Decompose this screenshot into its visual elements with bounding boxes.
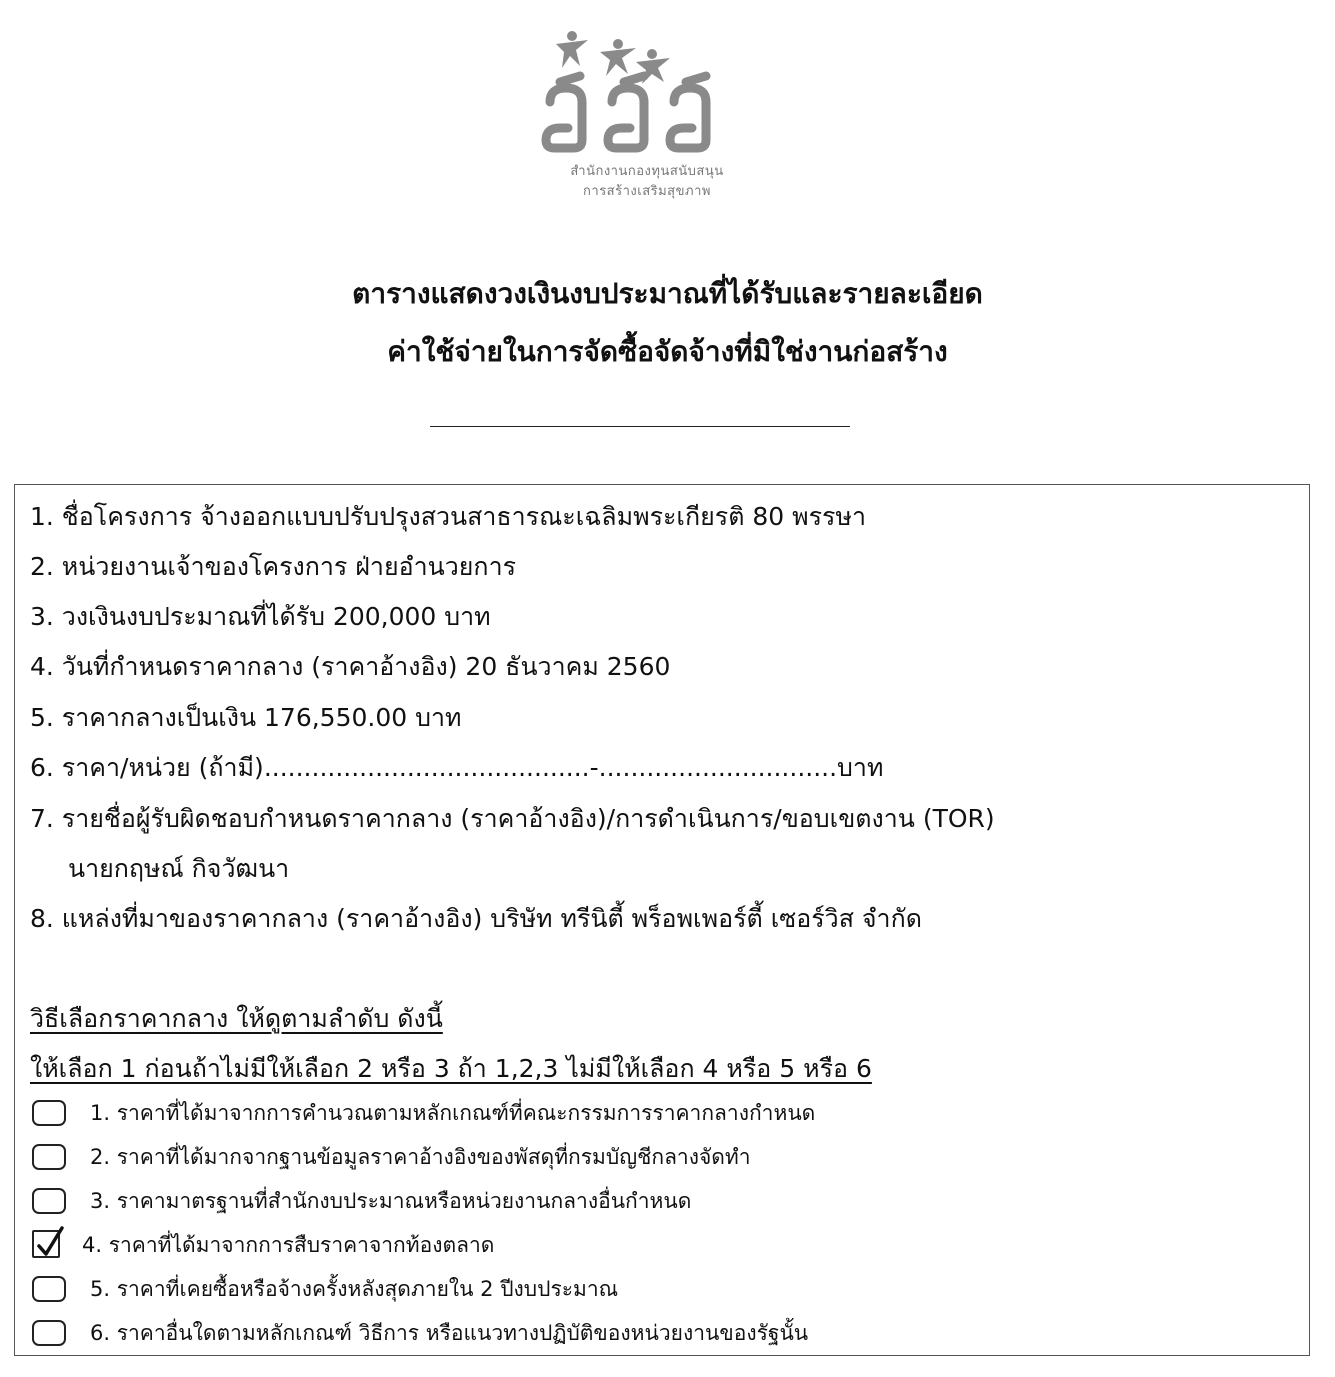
- checkbox-unchecked[interactable]: [32, 1100, 66, 1126]
- option-3-label: 3. ราคามาตรฐานที่สำนักงบประมาณหรือหน่วยงานกลางอื่นกำหนด: [90, 1189, 692, 1213]
- page-title-line2: ค่าใช้จ่ายในการจัดซื้อจัดจ้างที่มิใช่งานก่อสร้าง: [387, 335, 948, 368]
- logo-subtitle-line1: สำนักงานกองทุนสนับสนุน: [570, 164, 724, 179]
- method-rule: ให้เลือก 1 ก่อนถ้าไม่มีให้เลือก 2 หรือ 3 ถ้า 1,2,3 ไม่มีให้เลือก 4 หรือ 5 หรือ 6: [30, 1054, 872, 1083]
- logo-graphic: [520, 22, 770, 162]
- title-underline-rule: [430, 426, 850, 427]
- item-unit-price: 6. ราคา/หน่วย (ถ้ามี).........................................-..............................บาท: [30, 753, 884, 782]
- logo-wordmark-icon: [546, 76, 706, 148]
- thaihealth-logo: [520, 22, 770, 212]
- page-title-line1: ตารางแสดงวงเงินงบประมาณที่ได้รับและรายละเอียด: [352, 277, 983, 310]
- item-reference-date: 4. วันที่กำหนดราคากลาง (ราคาอ้างอิง) 20 ธันวาคม 2560: [30, 652, 671, 681]
- item-price-source: 8. แหล่งที่มาของราคากลาง (ราคาอ้างอิง) บริษัท ทรีนิตี้ พร็อพเพอร์ตี้ เซอร์วิส จำกัด: [30, 904, 922, 933]
- item-responsible: 7. รายชื่อผู้รับผิดชอบกำหนดราคากลาง (ราคาอ้างอิง)/การดำเนินการ/ขอบเขตงาน (TOR): [30, 804, 995, 833]
- item-responsible-name: นายกฤษณ์ กิจวัฒนา: [68, 854, 290, 883]
- option-1-label: 1. ราคาที่ได้มาจากการคำนวณตามหลักเกณฑ์ที่คณะกรรมการราคากลางกำหนด: [90, 1101, 816, 1125]
- checkbox-checked[interactable]: [32, 1230, 60, 1258]
- item-median-price: 5. ราคากลางเป็นเงิน 176,550.00 บาท: [30, 703, 462, 732]
- checkbox-unchecked[interactable]: [32, 1320, 66, 1346]
- checkbox-unchecked[interactable]: [32, 1188, 66, 1214]
- item-project-name: 1. ชื่อโครงการ จ้างออกแบบปรับปรุงสวนสาธารณะเฉลิมพระเกียรติ 80 พรรษา: [30, 502, 866, 531]
- method-heading: วิธีเลือกราคากลาง ให้ดูตามลำดับ ดังนี้: [30, 1004, 443, 1033]
- checkbox-unchecked[interactable]: [32, 1276, 66, 1302]
- option-2-label: 2. ราคาที่ได้มากจากฐานข้อมูลราคาอ้างอิงของพัสดุที่กรมบัญชีกลางจัดทำ: [90, 1145, 751, 1169]
- logo-subtitle-line2: การสร้างเสริมสุขภาพ: [583, 184, 711, 199]
- option-6-label: 6. ราคาอื่นใดตามหลักเกณฑ์ วิธีการ หรือแนวทางปฏิบัติของหน่วยงานของรัฐนั้น: [90, 1321, 809, 1345]
- option-5-label: 5. ราคาที่เคยซื้อหรือจ้างครั้งหลังสุดภายใน 2 ปีงบประมาณ: [90, 1277, 619, 1301]
- checkbox-unchecked[interactable]: [32, 1144, 66, 1170]
- item-budget: 3. วงเงินงบประมาณที่ได้รับ 200,000 บาท: [30, 602, 491, 631]
- checkmark-icon: [35, 1226, 65, 1260]
- item-owner-unit: 2. หน่วยงานเจ้าของโครงการ ฝ่ายอำนวยการ: [30, 552, 517, 581]
- option-4-label: 4. ราคาที่ได้มาจากการสืบราคาจากท้องตลาด: [82, 1233, 495, 1257]
